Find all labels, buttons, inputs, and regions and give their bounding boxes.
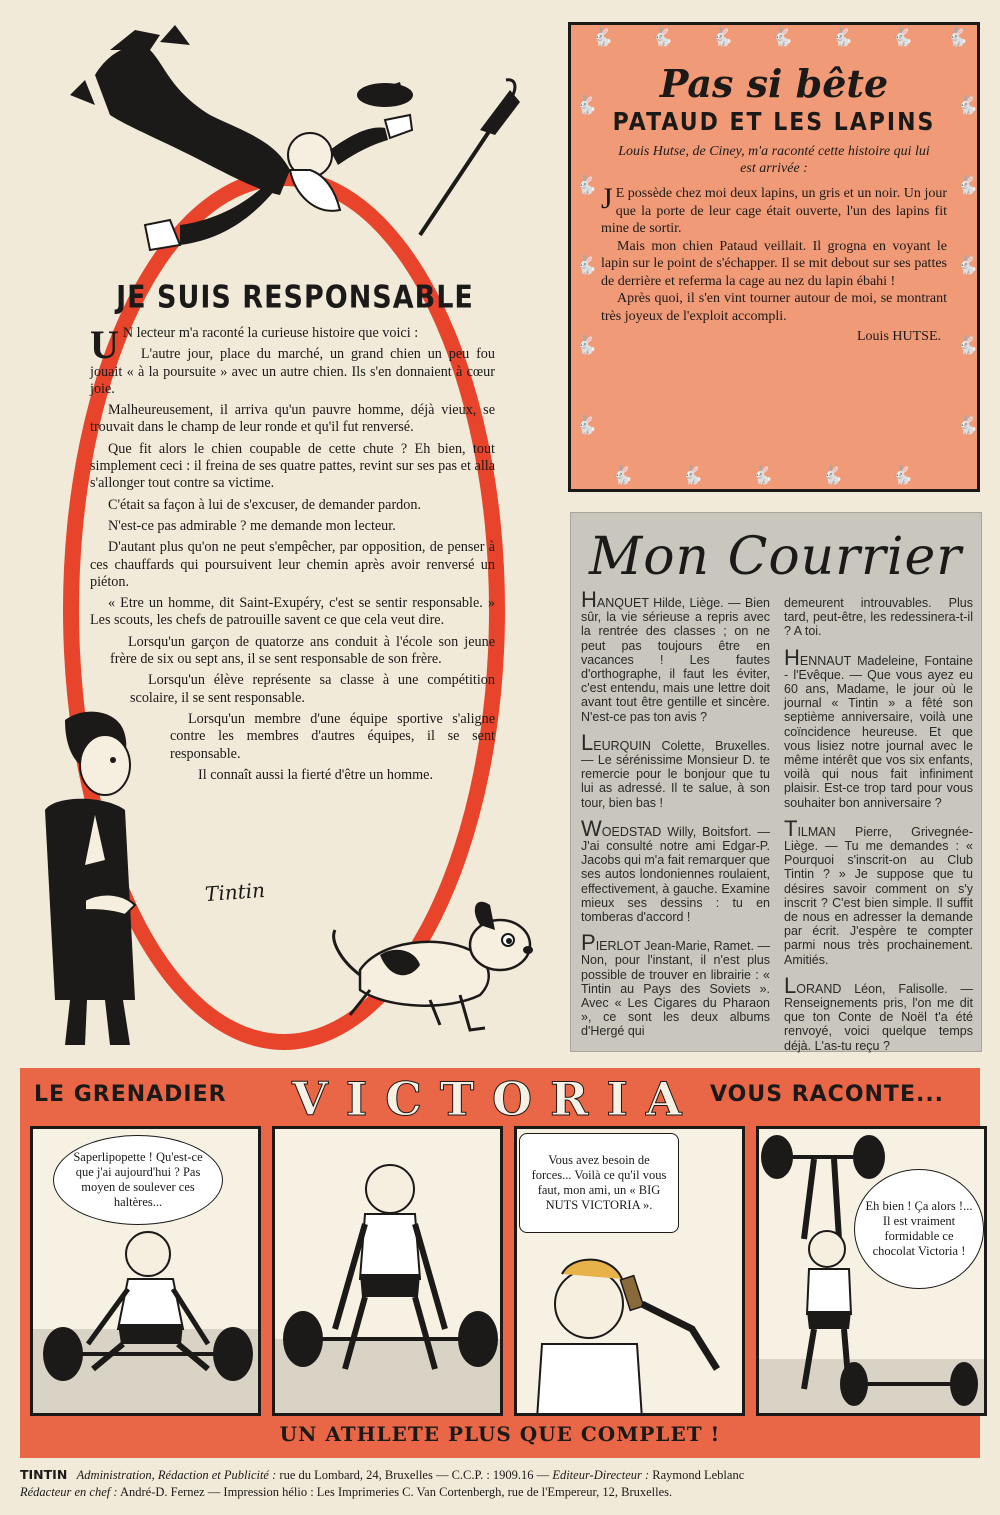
rabbit-border-icon: 🐇 [681,465,704,486]
rabbit-border-icon: 🐇 [575,95,598,116]
rabbit-border-icon: 🐇 [751,465,774,486]
comic-panel-1 [30,1126,261,1416]
courrier-letter: PIERLOT Jean-Marie, Ramet. — Non, pour l'instant, il n'est plus possible de trouver en librairie : « Tintin au Pays des Soviets ». Avec « Les Cigares du Pharaon », ce sont les deux albums d'Hergé qui [581,930,770,1039]
rabbit-border-icon: 🐇 [891,465,914,486]
editorial-section [20,20,550,1060]
rabbit-border-icon: 🐇 [831,27,854,48]
falling-man-illustration [40,20,520,270]
comic-panel-3 [514,1126,745,1416]
footer-brand: TINTIN [20,1467,68,1482]
courrier-letter: WOEDSTAD Willy, Boitsfort. — J'ai consulté notre ami Edgar-P. Jacobs qui m'a fait remarquer que ses autos londoniennes roulaient, effectivement, à gauche. Examine mieux ses dessins : tu en tomberas d'accord ! [581,815,770,925]
editorial-paragraph: D'autant plus qu'on ne peut s'empêcher, par opposition, de penser à ces chauffards qui poursuivent leur chemin après avoir renversé un piéton. [90,539,495,590]
editorial-paragraph: « Etre un homme, dit Saint-Exupéry, c'est se sentir responsable. » Les scouts, les chefs de patrouille savent ce que cela veut dire. [90,595,495,629]
editorial-title: JE SUIS RESPONSABLE [116,279,474,316]
rabbit-border-icon: 🐇 [956,335,979,356]
victoria-comic-strip [20,1068,980,1458]
rabbit-border-icon: 🐇 [946,27,969,48]
rabbit-border-icon: 🐇 [611,465,634,486]
editorial-paragraph: U N lecteur m'a raconté la curieuse histoire que voici : [90,322,419,367]
speech-bubble: Saperlipopette ! Qu'est-ce que j'ai aujourd'hui ? Pas moyen de soulever ces haltères... [53,1135,223,1225]
athlete-offered-chocolate-illustration [517,1129,745,1416]
pas-si-bete-title: Pas si bête [659,61,889,106]
editorial-paragraph: Malheureusement, il arriva qu'un pauvre homme, déjà vieux, se trouvait dans le champ de leur ronde et qu'il fut renversé. [90,402,495,436]
editorial-paragraph: C'était sa façon à lui de s'excuser, de demander pardon. [108,496,421,513]
athlete-lifting-illustration [275,1129,503,1416]
tintin-signature: Tintin [204,877,266,907]
pas-si-bete-paragraph: J E possède chez moi deux lapins, un gris et un noir. Un jour que la porte de leur cage était ouverte, l'un des lapins fit mine de sortir. [601,182,947,236]
rabbit-border-icon: 🐇 [651,27,674,48]
courrier-letter: LORAND Léon, Falisolle. — Renseignements pris, l'on me dit que ton Conte de Noël t'a été renvoyé, voici quelque temps déjà. L'as-tu reçu ? [784,972,973,1053]
editorial-paragraph: Lorsqu'un membre d'une équipe sportive s'aligne contre les membres d'autres équipes, il se sent responsable. [170,710,495,762]
courrier-column-1 [581,587,770,1063]
editorial-paragraph: N'est-ce pas admirable ? me demande mon lecteur. [108,517,396,534]
drop-cap: J [601,182,613,215]
comic-panel-2 [272,1126,503,1416]
pas-si-bete-body [601,182,947,325]
speech-bubble: Vous avez besoin de forces... Voilà ce qu'il vous faut, mon ami, un « BIG NUTS VICTORIA ». [519,1133,679,1233]
mon-courrier-box [570,512,982,1052]
pas-si-bete-intro: Louis Hutse, de Ciney, m'a raconté cette histoire qui lui est arrivée : [618,144,930,176]
pas-si-bete-paragraph: Après quoi, il s'en vint tourner autour de moi, se montrant très joyeux de l'exploit accompli. [601,291,947,324]
rabbit-border-icon: 🐇 [956,175,979,196]
comic-panel-4 [756,1126,987,1416]
footer-line-1: TINTIN Administration, Rédaction et Publicité : rue du Lombard, 24, Bruxelles — C.C.P. : 1909.16 — Editeur-Directeur : Raymond Leblanc [20,1467,745,1482]
rabbit-border-icon: 🐇 [821,465,844,486]
courrier-letter: HANQUET Hilde, Liège. — Bien sûr, la vie sérieuse a repris avec la rentrée des classes ; on ne peut pas toujours être en vacances ! Les fautes d'orthographe, il faut les éviter, c'est entendu, mais une lettre doit avant tout être gentille et sincère. N'est-ce pas ton avis ? [581,587,770,724]
courrier-letter: demeurent introuvables. Plus tard, peut-être, les redessinera-t-il ? A toi. [784,596,973,639]
boy-illustration [25,700,185,1050]
courrier-letter: TILMAN Pierre, Grivegnée-Liège. — Tu me demandes : « Pourquoi s'inscrit-on au Club Tintin ? » Je suppose que tu désires savoir comment on s'y inscrit ? C'est bien simple. Il suffit de nous en adresser la demande par écrit. J'espère te compter parmi nous très prochainement. Amitiés. [784,815,973,967]
rabbit-border-icon: 🐇 [591,27,614,48]
rabbit-border-icon: 🐇 [711,27,734,48]
editorial-paragraph: Il connaît aussi la fierté d'être un homme. [198,766,433,783]
rabbit-border-icon: 🐇 [575,175,598,196]
mon-courrier-title: Mon Courrier [589,527,963,587]
rabbit-border-icon: 🐇 [956,255,979,276]
pas-si-bete-signature: Louis HUTSE. [857,329,941,344]
dog-illustration [320,880,540,1040]
rabbit-border-icon: 🐇 [956,95,979,116]
athlete-struggling-illustration [33,1129,261,1416]
courrier-letter: LEURQUIN Colette, Bruxelles. — Le sérénissime Monsieur D. te remercie pour le bonjour que tu lui as adressé. Il te salue, à son tour, bien bas ! [581,729,770,810]
pas-si-bete-box [568,22,980,492]
courrier-letter: HENNAUT Madeleine, Fontaine - l'Evêque. — Que vous ayez eu 60 ans, Madame, le jour où le journal « Tintin » a fêté son septième anniversaire, voilà une coïncidence heureuse. Et que vous lisiez notre journal avec le même intérêt que vos six enfants, voilà qui nous fait infiniment plaisir. Est-ce trop tard pour vous souhaiter bon anniversaire ? [784,644,973,810]
speech-bubble: Eh bien ! Ça alors !... Il est vraiment formidable ce chocolat Victoria ! [854,1169,984,1289]
rabbit-border-icon: 🐇 [956,415,979,436]
victoria-header [20,1068,980,1126]
rabbit-border-icon: 🐇 [575,335,598,356]
editorial-paragraph: Que fit alors le chien coupable de cette chute ? Eh bien, tout simplement ceci : il freina de ses quatre pattes, revint sur ses pas et alla s'allonger tout contre sa victime. [90,440,495,492]
rabbit-border-icon: 🐇 [891,27,914,48]
pas-si-bete-content [601,55,947,459]
editorial-paragraph: Lorsqu'un garçon de quatorze ans conduit à l'école son jeune frère de six ou sept ans, il se sent responsable de son frère. [110,633,495,668]
page-footer [20,1466,980,1501]
victoria-brand: VICTORIA [292,1072,700,1126]
pas-si-bete-subtitle: PATAUD ET LES LAPINS [612,108,936,137]
athlete-triumphant-illustration [759,1129,987,1416]
rabbit-border-icon: 🐇 [771,27,794,48]
footer-line-2: Rédacteur en chef : André-D. Fernez — Impression hélio : Les Imprimeries C. Van Cortenbergh, rue de l'Empereur, 12, Bruxelles. [20,1485,673,1499]
pas-si-bete-paragraph: Mais mon chien Pataud veillait. Il grogna en voyant le lapin sur le point de s'échapper. Il se mit debout sur ses pattes de derrière et referma la cage au nez du lapin ébahi ! [601,238,947,289]
drop-cap: U [90,322,119,367]
rabbit-border-icon: 🐇 [575,255,598,276]
mon-courrier-columns [581,587,973,1063]
victoria-header-left: LE GRENADIER [34,1082,227,1107]
editorial-paragraph: Lorsqu'un élève représente sa classe à une compétition scolaire, il se sent responsable. [130,672,495,706]
victoria-tagline: UN ATHLETE PLUS QUE COMPLET ! [279,1422,721,1446]
victoria-header-right: VOUS RACONTE... [710,1082,945,1107]
courrier-column-2 [784,591,973,1063]
rabbit-border-icon: 🐇 [575,415,598,436]
editorial-paragraph: L'autre jour, place du marché, un grand chien un peu fou jouait « à la poursuite » avec un autre chien. Ils s'en donnaient à cœur joie. [90,346,495,397]
